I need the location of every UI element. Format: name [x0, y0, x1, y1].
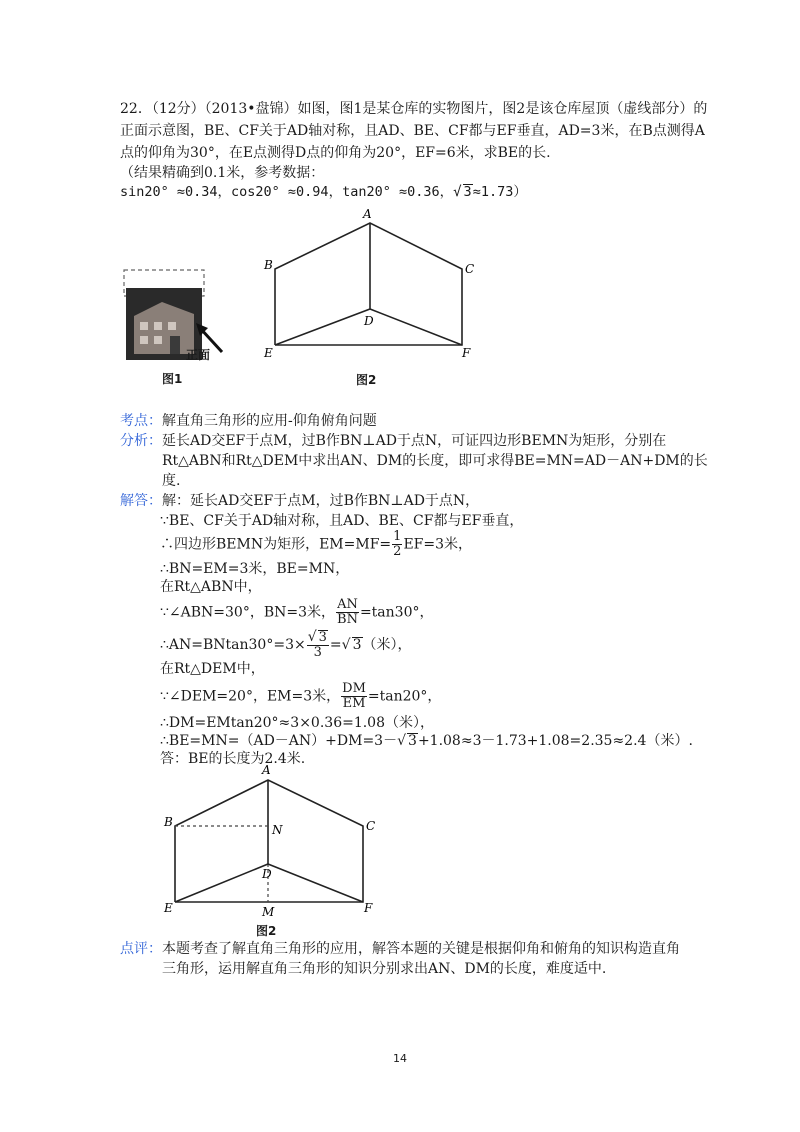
point-e-label: E — [264, 346, 273, 360]
sqrt-radicand: 3 — [408, 733, 417, 749]
jieda-line-7 — [160, 630, 412, 660]
fraction-num: DM — [342, 681, 366, 696]
problem-line-1: 22．（12分）（2013•盘锦）如图，图1是某仓库的实物图片，图2是该仓库屋顶（虚线部分）的 — [120, 101, 708, 117]
jieda-l6-suffix: =tan30°， — [359, 604, 434, 621]
sqrt-radicand: 3 — [352, 637, 362, 653]
jieda-l7-suffix: （米）， — [362, 637, 412, 653]
fraction-den: EM — [342, 696, 366, 711]
fraction-den: BN — [337, 612, 358, 627]
jieda-l6-prefix: ∵∠ABN=30°，BN=3米， — [160, 604, 336, 621]
figure-2-top — [260, 205, 490, 390]
problem-line-2: 正面示意图，BE、CF关于AD轴对称，且AD、BE、CF都与EF垂直，AD=3米，在B点测得A — [120, 123, 705, 139]
jieda-l3-suffix: EF=3米， — [403, 536, 473, 553]
fenxi-line-3: 度. — [162, 473, 181, 489]
point-c-label: C — [366, 819, 376, 833]
sqrt-sign: √ — [341, 637, 351, 653]
point-n-label: N — [272, 823, 283, 837]
jieda-l9-suffix: =tan20°， — [367, 688, 442, 705]
jieda-l11-prefix: ∴BE=MN=（AD－AN）+DM=3－ — [160, 733, 398, 749]
problem-line-3: 点的仰角为30°，在E点测得D点的仰角为20°，EF=6米，求BE的长. — [120, 145, 551, 161]
jieda-l3-prefix: ∴四边形BEMN为矩形，EM=MF= — [160, 536, 392, 553]
jieda-line-11 — [160, 732, 693, 750]
jieda-line-6 — [160, 598, 434, 627]
dianping-tag: 点评： — [120, 941, 162, 957]
fenxi-tag: 分析： — [120, 433, 162, 449]
sqrt-sign: √ — [453, 184, 462, 200]
front-label: 正面 — [186, 348, 211, 362]
point-f-label: F — [462, 346, 471, 360]
jieda-l9-prefix: ∵∠DEM=20°，EM=3米， — [160, 688, 341, 705]
jieda-text-1: 解：延长AD交EF于点M，过B作BN⊥AD于点N， — [162, 493, 480, 509]
fraction-sqrt3-3 — [307, 630, 329, 660]
jieda-l11-suffix: +1.08≈3－1.73+1.08=2.35≈2.4（米）. — [417, 733, 693, 749]
problem-line-5 — [120, 183, 527, 201]
equals: = — [329, 637, 342, 653]
fraction-half — [392, 530, 402, 559]
jieda-tag: 解答： — [120, 493, 162, 509]
dianping-text-1: 本题考查了解直角三角形的应用，解答本题的关键是根据仰角和俯角的知识构造直角 — [162, 941, 680, 957]
kaodian-text: 解直角三角形的应用-仰角俯角问题 — [162, 413, 377, 429]
jieda-line-4: ∴BN=EM=3米，BE=MN， — [160, 561, 350, 577]
jieda-line-8: 在Rt△DEM中， — [160, 661, 265, 677]
sqrt3-value: ≈1.73） — [472, 184, 527, 200]
point-a-label: A — [363, 207, 372, 221]
fraction-den: 3 — [313, 645, 322, 660]
figure-1-caption: 图1 — [162, 372, 183, 386]
fraction-num: √ 3 — [307, 629, 327, 645]
point-e-label: E — [164, 901, 173, 915]
fraction-an-bn — [336, 598, 359, 627]
point-b-label: B — [264, 258, 273, 272]
point-b-label: B — [164, 815, 173, 829]
figure-1 — [118, 262, 238, 392]
figure-2-solution-diagram — [160, 760, 390, 920]
point-m-label: M — [262, 905, 275, 919]
figure-2-diagram — [260, 205, 490, 365]
jieda-line-9 — [160, 682, 441, 711]
point-f-label: F — [364, 901, 373, 915]
point-d-label: D — [364, 314, 374, 328]
dianping-line-2: 三角形，运用解直角三角形的知识分别求出AN、DM的长度，难度适中. — [162, 961, 607, 977]
point-d-label: D — [262, 867, 272, 881]
figure-2-bottom — [160, 760, 390, 940]
fenxi-line-1 — [120, 432, 666, 450]
page-number: 14 — [393, 1052, 407, 1065]
outer-shape — [175, 780, 363, 902]
sqrt-radicand: 3 — [463, 184, 472, 200]
kaodian-line — [120, 412, 377, 430]
fraction-num: AN — [337, 597, 358, 612]
fenxi-text-1: 延长AD交EF于点M，过B作BN⊥AD于点N，可证四边形BEMN为矩形，分别在 — [162, 433, 667, 449]
figure-2-bottom-caption: 图2 — [256, 924, 277, 938]
jieda-line-10: ∴DM=EMtan20°≈3×0.36=1.08（米）， — [160, 715, 434, 731]
jieda-l7-prefix: ∴AN=BNtan30°=3× — [160, 637, 306, 653]
jieda-line-5: 在Rt△ABN中， — [160, 579, 262, 595]
problem-line-4: （结果精确到0.1米，参考数据： — [120, 165, 325, 181]
fraction-dm-em — [341, 682, 367, 711]
sqrt-sign: √ — [397, 733, 407, 749]
figure-2-caption: 图2 — [356, 373, 377, 387]
kaodian-tag: 考点： — [120, 413, 162, 429]
point-a-label: A — [262, 763, 271, 777]
jieda-line-3 — [160, 530, 472, 559]
dianping-line-1 — [120, 940, 680, 958]
sqrt-radicand: 3 — [318, 630, 327, 645]
fraction-num: 1 — [393, 529, 402, 544]
fraction-den: 2 — [393, 544, 402, 559]
jieda-line-12: 答：BE的长度为2.4米. — [160, 751, 306, 767]
point-c-label: C — [465, 262, 475, 276]
reference-values: sin20° ≈0.34，cos20° ≈0.94，tan20° ≈0.36， — [120, 184, 454, 200]
fenxi-line-2: Rt△ABN和Rt△DEM中求出AN、DM的长度，即可求得BE=MN=AD－AN+DM的长 — [162, 453, 708, 469]
jieda-line-1 — [120, 492, 479, 510]
jieda-line-2: ∵BE、CF关于AD轴对称，且AD、BE、CF都与EF垂直， — [160, 513, 524, 529]
